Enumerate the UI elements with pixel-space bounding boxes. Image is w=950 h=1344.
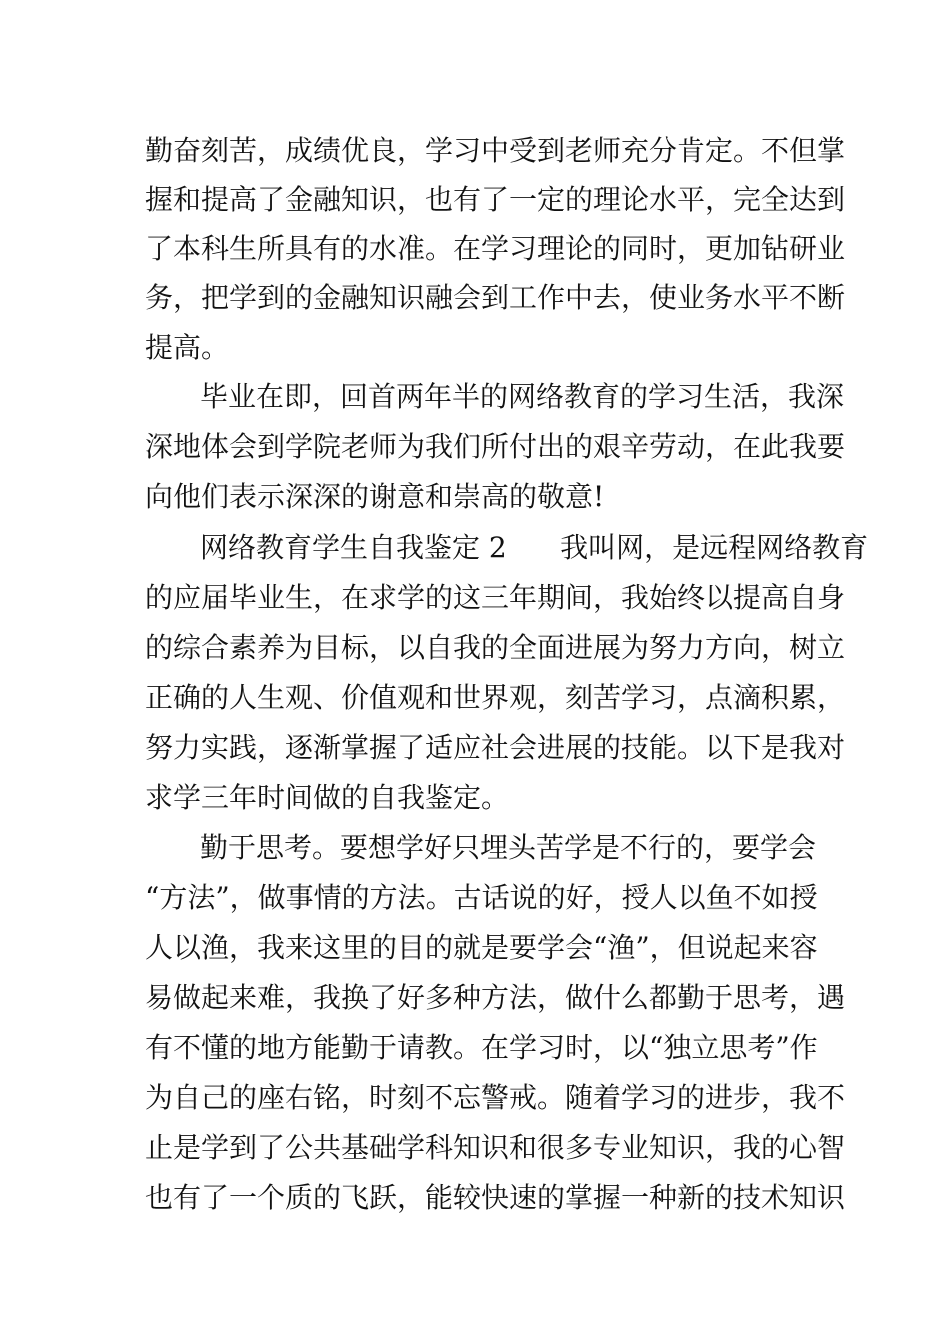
text-line: 提高。 [145, 331, 230, 364]
text-line: 务，把学到的金融知识融会到工作中去，使业务水平不断 [145, 281, 846, 314]
text-line: 握和提高了金融知识，也有了一定的理论水平，完全达到 [145, 183, 846, 216]
text-line: 正确的人生观、价值观和世界观，刻苦学习，点滴积累， [145, 681, 846, 714]
text-line: 求学三年时间做的自我鉴定。 [145, 781, 510, 814]
text-line: 深地体会到学院老师为我们所付出的艰辛劳动，在此我要 [145, 430, 846, 463]
text-line: 易做起来难，我换了好多种方法，做什么都勤于思考，遇 [145, 981, 846, 1014]
text-line: 也有了一个质的飞跃，能较快速的掌握一种新的技术知识 [145, 1181, 846, 1214]
paragraph-first-line: 毕业在即，回首两年半的网络教育的学习生活，我深 [200, 380, 845, 413]
text-line: 为自己的座右铭，时刻不忘警戒。随着学习的进步，我不 [145, 1081, 846, 1114]
text-line: 人以渔，我来这里的目的就是要学会“渔”，但说起来容 [145, 931, 818, 964]
text-line: 有不懂的地方能勤于请教。在学习时，以“独立思考”作 [145, 1031, 818, 1064]
text-line: 的综合素养为目标，以自我的全面进展为努力方向，树立 [145, 631, 846, 664]
text-line: “方法”，做事情的方法。古话说的好，授人以鱼不如授 [145, 881, 818, 914]
text-line: 努力实践，逐渐掌握了适应社会进展的技能。以下是我对 [145, 731, 846, 764]
text-line: 的应届毕业生，在求学的这三年期间，我始终以提高自身 [145, 581, 846, 614]
section-heading-line: 网络教育学生自我鉴定 2 我叫网，是远程网络教育 [200, 531, 869, 564]
text-line: 了本科生所具有的水准。在学习理论的同时，更加钻研业 [145, 232, 846, 265]
paragraph-first-line: 勤于思考。要想学好只埋头苦学是不行的，要学会 [200, 831, 817, 864]
text-line: 勤奋刻苦，成绩优良，学习中受到老师充分肯定。不但掌 [145, 134, 846, 167]
text-line: 止是学到了公共基础学科知识和很多专业知识，我的心智 [145, 1131, 846, 1164]
text-line: 向他们表示深深的谢意和崇高的敬意! [145, 480, 605, 513]
